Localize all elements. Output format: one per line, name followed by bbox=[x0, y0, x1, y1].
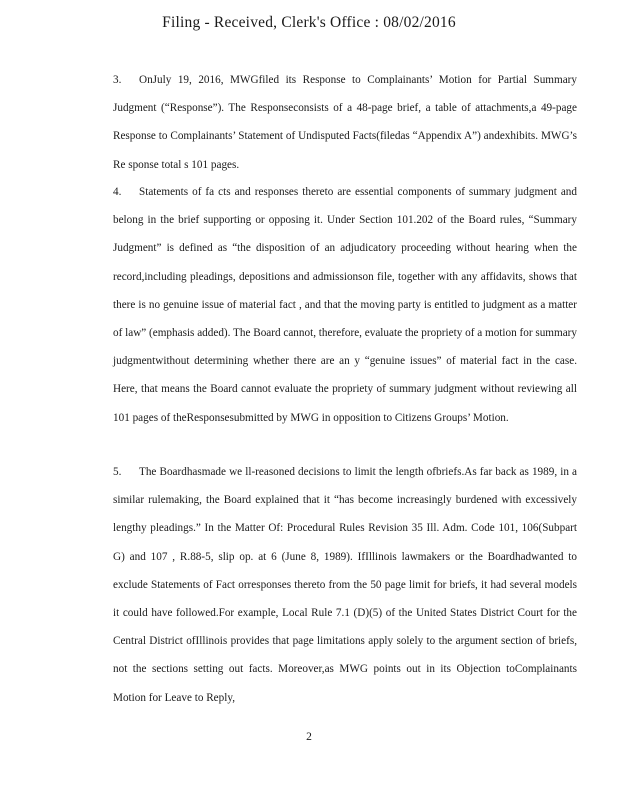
paragraph-number: 5. bbox=[113, 466, 122, 478]
paragraph-number: 3. bbox=[113, 74, 122, 86]
paragraph-5 bbox=[73, 458, 577, 712]
paragraph-text: The Boardhasmade we ll-reasoned decisions to limit the length ofbriefs.As far back as 1989, in a similar rulemaking, the Board explained that it “has become increasingly burdened with excessively lengthy pleadings.” In the Matter Of: Procedural Rules Revision 35 Ill. Adm. Code 101, 106(Subpart G) and 107 , R.88-5, slip op. at 6 (June 8, 1989). IfIllinois lawmakers or the Boardhadwanted to exclude Statements of Fact orresponses thereto from the 50 page limit for briefs, it had several models it could have followed.For example, Local Rule 7.1 (D)(5) of the United States District Court for the Central District ofIllinois provides that page limitations apply solely to the argument section of briefs, not the sections setting out facts. Moreover,as MWG points out in its Objection toComplainants Motion for Leave to Reply, bbox=[113, 466, 577, 704]
paragraph-3 bbox=[73, 66, 577, 179]
paragraph-4 bbox=[73, 178, 577, 432]
paragraph-text: Statements of fa cts and responses thereto are essential components of summary judgment and belong in the brief supporting or opposing it. Under Section 101.202 of the Board rules, “Summary Judgment” is defined as “the disposition of an adjudicatory proceeding without hearing when the record,including pleadings, depositions and admissionson file, together with any affidavits, shows that there is no genuine issue of material fact , and that the moving party is entitled to judgment as a matter of law” (emphasis added). The Board cannot, therefore, evaluate the propriety of a motion for summary judgmentwithout determining whether there are an y “genuine issues” of material fact in the case. Here, that means the Board cannot evaluate the propriety of summary judgment without reviewing all 101 pages of theResponsesubmitted by MWG in opposition to Citizens Groups’ Motion. bbox=[113, 186, 577, 424]
paragraph-number: 4. bbox=[113, 186, 122, 198]
page-number: 2 bbox=[306, 731, 312, 743]
paragraph-text: OnJuly 19, 2016, MWGfiled its Response to Complainants’ Motion for Partial Summary Judgment (“Response”). The Responseconsists of a 48-page brief, a table of attachments,a 49-page Response to Complainants’ Statement of Undisputed Facts(filedas “Appendix A”) andexhibits. MWG’s Re sponse total s 101 pages. bbox=[113, 74, 577, 171]
filing-stamp-header: Filing - Received, Clerk's Office : 08/02/2016 bbox=[162, 14, 456, 31]
